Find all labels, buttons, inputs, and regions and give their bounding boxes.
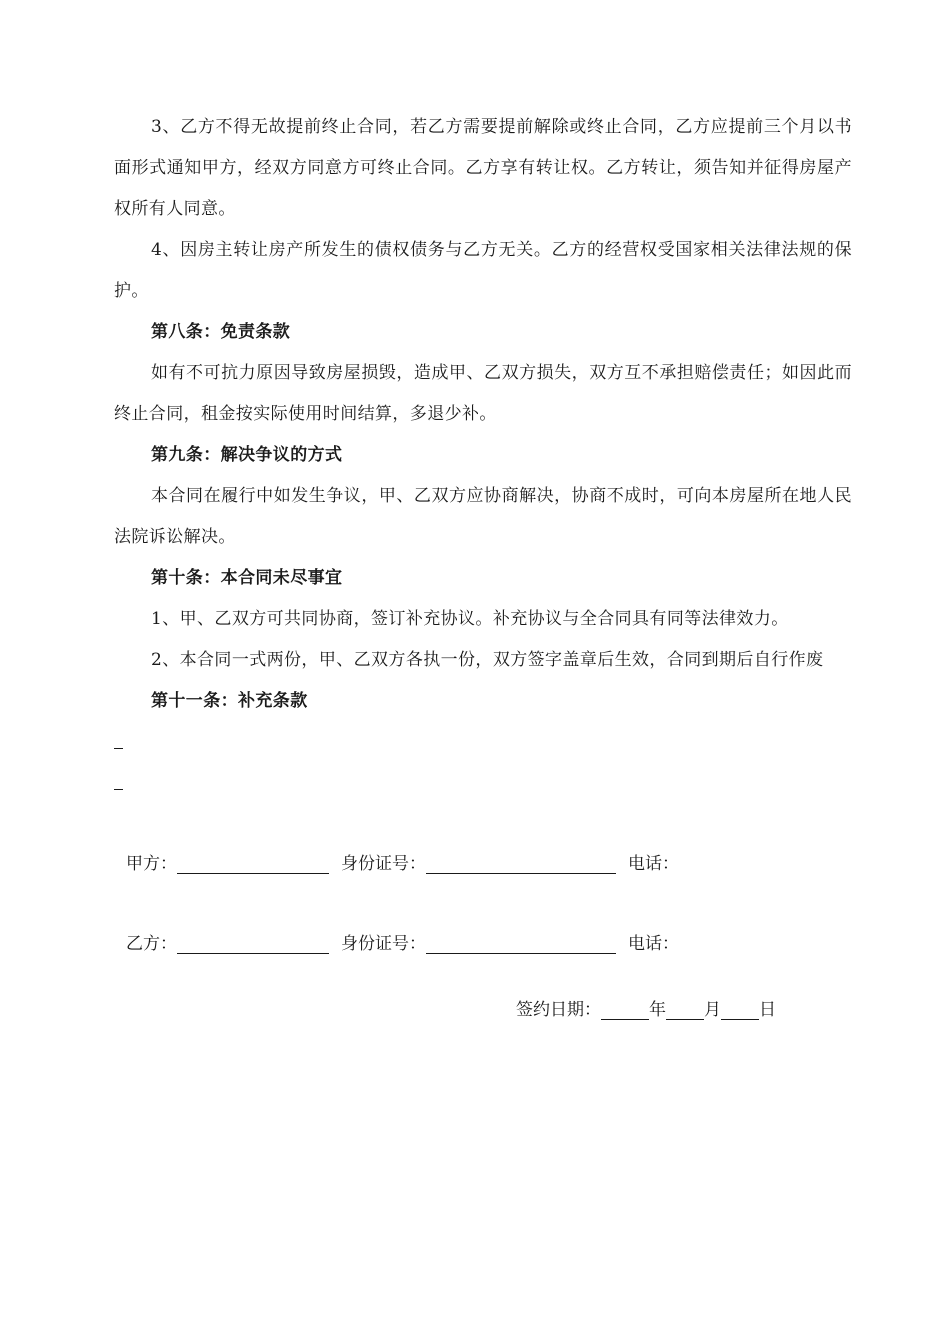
- clause-7-item-4: 4、因房主转让房产所发生的债权债务与乙方无关。乙方的经营权受国家相关法律法规的保护。: [114, 240, 852, 301]
- date-year-blank[interactable]: [601, 999, 649, 1020]
- party-b-id-blank[interactable]: [426, 933, 616, 954]
- date-year-label: 年: [649, 1000, 666, 1020]
- clause-9-text: 本合同在履行中如发生争议，甲、乙双方应协商解决，协商不成时，可向本房屋所在地人民法院诉讼解决。: [114, 486, 852, 547]
- date-day-blank[interactable]: [721, 999, 759, 1020]
- contract-body: [114, 107, 852, 722]
- party-a-phone-label: 电话：: [628, 854, 679, 874]
- clause-7-item-3: 3、乙方不得无故提前终止合同，若乙方需要提前解除或终止合同，乙方应提前三个月以书面形式通知甲方，经双方同意方可终止合同。乙方享有转让权。乙方转让，须告知并征得房屋产权所有人同意。: [114, 117, 852, 219]
- clause-8-text: 如有不可抗力原因导致房屋损毁，造成甲、乙双方损失，双方互不承担赔偿责任；如因此而终止合同，租金按实际使用时间结算，多退少补。: [114, 363, 852, 424]
- party-b-signature-row: [126, 928, 679, 954]
- signing-date-row: [516, 994, 776, 1020]
- party-b-name-blank[interactable]: [177, 933, 329, 954]
- party-b-label: 乙方：: [126, 934, 177, 954]
- date-month-blank[interactable]: [666, 999, 704, 1020]
- signing-date-label: 签约日期：: [516, 1000, 601, 1020]
- party-a-id-label: 身份证号：: [341, 854, 426, 874]
- clause-11-heading: 第十一条：补充条款: [151, 691, 308, 711]
- clause-9-heading: 第九条：解决争议的方式: [151, 445, 343, 465]
- clause-10-item-2: 2、本合同一式两份，甲、乙双方各执一份，双方签字盖章后生效，合同到期后自行作废: [151, 650, 824, 670]
- party-b-phone-label: 电话：: [628, 934, 679, 954]
- supplementary-blank-line: [114, 748, 123, 749]
- party-a-label: 甲方：: [126, 854, 177, 874]
- clause-10-item-1: 1、甲、乙双方可共同协商，签订补充协议。补充协议与全合同具有同等法律效力。: [151, 609, 789, 629]
- party-a-signature-row: [126, 848, 679, 874]
- party-a-id-blank[interactable]: [426, 853, 616, 874]
- date-day-label: 日: [759, 1000, 776, 1020]
- supplementary-blank-line: [114, 789, 123, 790]
- clause-10-heading: 第十条：本合同未尽事宜: [151, 568, 343, 588]
- party-b-id-label: 身份证号：: [341, 934, 426, 954]
- clause-8-heading: 第八条：免责条款: [151, 322, 291, 342]
- party-a-name-blank[interactable]: [177, 853, 329, 874]
- date-month-label: 月: [704, 1000, 721, 1020]
